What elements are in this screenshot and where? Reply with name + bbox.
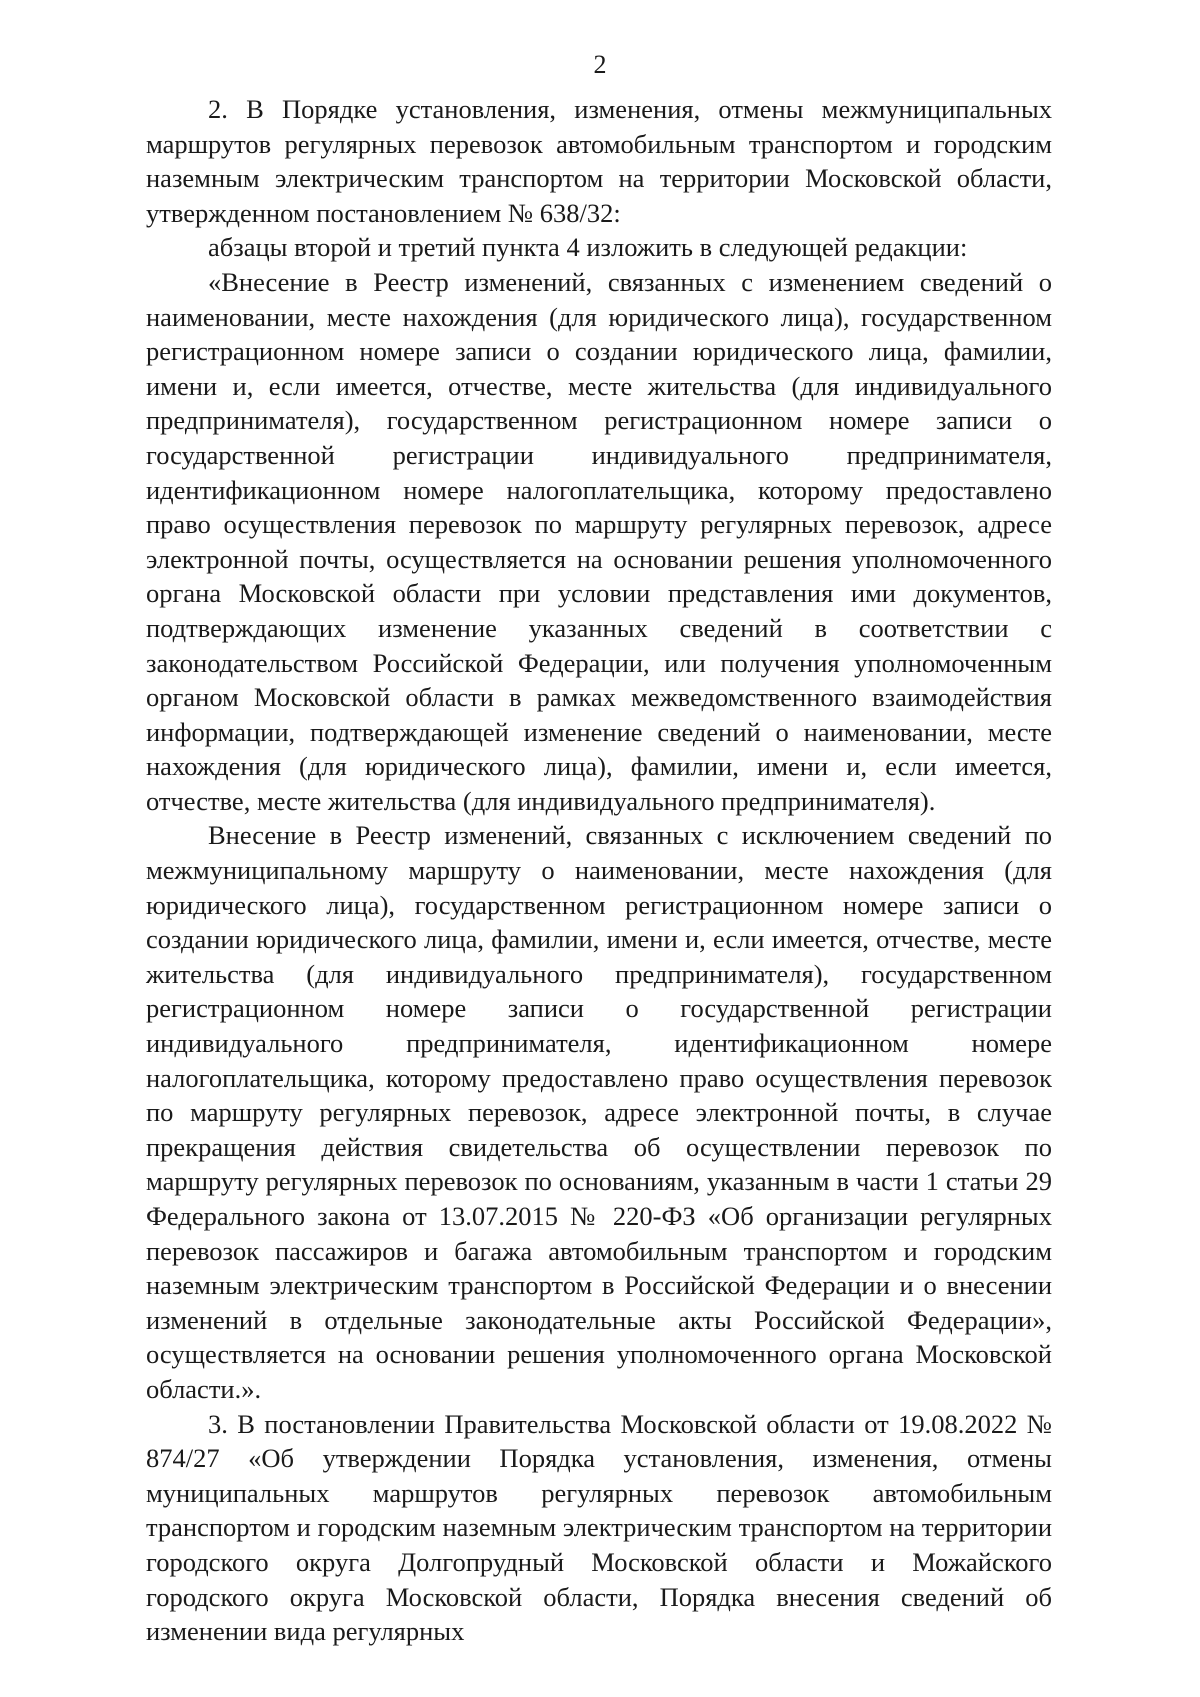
paragraph-quoted-registry-changes: «Внесение в Реестр изменений, связанных с изменением сведений о наименовании, месте нахождения (для юридического лица), государственном регистрационном номере записи о создании юридического лица, фамилии, имени и, если имеется, отчестве, месте жительства (для индивидуального предпринимателя), государственном регистрационном номере записи о государственной регистрации индивидуального предпринимателя, идентификационном номере налогоплательщика, которому предоставлено право осуществления перевозок по маршруту регулярных перевозок, адресе электронной почты, осуществляется на основании решения уполномоченного органа Московской области при условии представления ими документов, подтверждающих изменение указанных сведений в соответствии с законодательством Российской Федерации, или получения уполномоченным органом Московской области в рамках межведомственного взаимодействия информации, подтверждающей изменение сведений о наименовании, месте нахождения (для юридического лица), фамилии, имени и, если имеется, отчестве, месте жительства (для индивидуального предпринимателя). — [146, 266, 1052, 816]
document-body — [146, 92, 1052, 1649]
paragraph-item-2-intro: 2. В Порядке установления, изменения, отмены межмуниципальных маршрутов регулярных перевозок автомобильным транспортом и городским наземным электрическим транспортом на территории Московской области, утвержденном постановлением № 638/32: — [146, 94, 1052, 228]
page-number: 2 — [593, 50, 607, 79]
paragraph-amendment-instruction: абзацы второй и третий пункта 4 изложить в следующей редакции: — [208, 232, 968, 263]
paragraph-quoted-registry-exclusion: Внесение в Реестр изменений, связанных с исключением сведений по межмуниципальному маршруту о наименовании, месте нахождения (для юридического лица), государственном регистрационном номере записи о создании юридического лица, фамилии, имени и, если имеется, отчестве, месте жительства (для индивидуального предпринимателя), государственном регистрационном номере записи о государственной регистрации индивидуального предпринимателя, идентификационном номере налогоплательщика, которому предоставлено право осуществления перевозок по маршруту регулярных перевозок, адресе электронной почты, в случае прекращения действия свидетельства об осуществлении перевозок по маршруту регулярных перевозок по основаниям, указанным в части 1 статьи 29 Федерального закона от 13.07.2015 № 220-ФЗ «Об организации регулярных перевозок пассажиров и багажа автомобильным транспортом и городским наземным электрическим транспортом в Российской Федерации и о внесении изменений в отдельные законодательные акты Российской Федерации», осуществляется на основании решения уполномоченного органа Московской области.». — [146, 820, 1052, 1404]
paragraph-item-3-intro: 3. В постановлении Правительства Московской области от 19.08.2022 № 874/27 «Об утверждении Порядка установления, изменения, отмены муниципальных маршрутов регулярных перевозок автомобильным транспортом и городским наземным электрическим транспортом на территории городского округа Долгопрудный Московской области и Можайского городского округа Московской области, Порядка внесения сведений об изменении вида регулярных — [146, 1408, 1052, 1647]
